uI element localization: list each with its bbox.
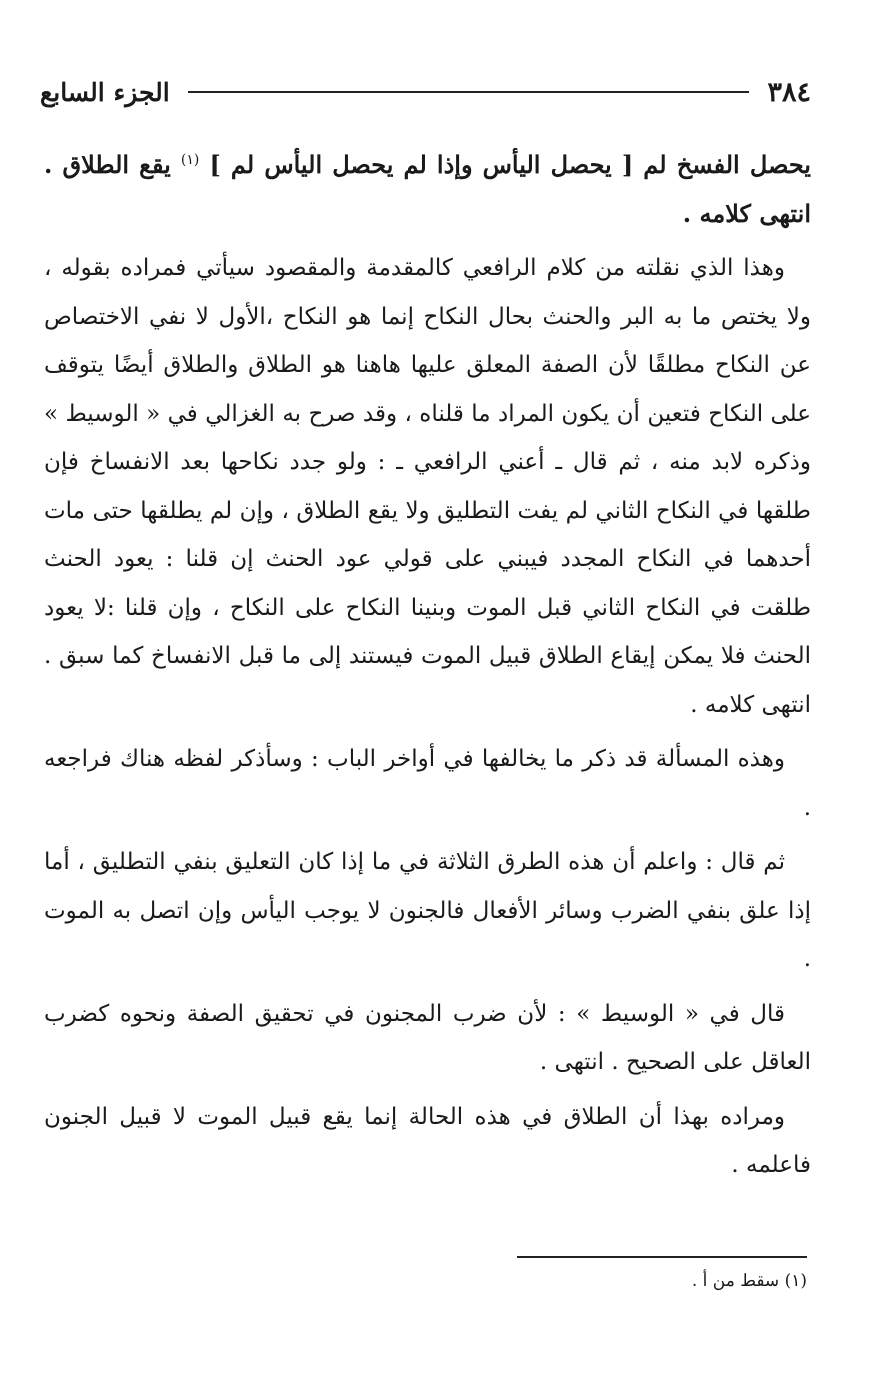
paragraph: وهذه المسألة قد ذكر ما يخالفها في أواخر الباب : وسأذكر لفظه هناك فراجعه .: [44, 746, 811, 821]
paragraph: ثم قال : واعلم أن هذه الطرق الثلاثة في ما إذا كان التعليق بنفي التطليق ، أما إذا علق بنفي الضرب وسائر الأفعال فالجنون لا يوجب اليأس وإن اتصل به الموت .: [44, 849, 811, 972]
paragraph: وهذا الذي نقلته من كلام الرافعي كالمقدمة والمقصود سيأتي فمراده بقوله ، ولا يختص ما به البر والحنث بحال النكاح إنما هو النكاح ،الأول لا نفي الاختصاص عن النكاح مطلقًا لأن الصفة المعلق عليها هاهنا هو الطلاق والطلاق أيضًا يتوقف على النكاح فتعين أن يكون المراد ما قلناه ، وقد صرح به الغزالي في « الوسيط » وذكره لابد منه ، ثم قال ـ أعني الرافعي ـ : ولو جدد نكاحها بعد الانفساخ فإن طلقها في النكاح الثاني لم يفت التطليق ولا يقع الطلاق ، وإن لم يطلقها حتى مات أحدهما في النكاح المجدد فيبني على قولي عود الحنث إن قلنا : يعود الحنث طلقت في النكاح الثاني قبل الموت وبنينا النكاح على النكاح ، وإن قلنا :لا يعود الحنث فلا يمكن إيقاع الطلاق قبيل الموت فيستند إلى ما قبل الانفساخ كما سبق . انتهى كلامه .: [44, 255, 811, 718]
section-title: الجزء السابع: [40, 77, 170, 107]
running-header: [40, 70, 811, 114]
footnote-reference: (١): [180, 152, 200, 168]
body-text: [44, 136, 811, 1196]
page-number: ٣٨٤: [767, 76, 811, 108]
paragraph-text: يحصل الفسخ لم [ يحصل اليأس وإذا لم يحصل اليأس لم ]: [209, 150, 811, 179]
paragraph: ومراده بهذا أن الطلاق في هذه الحالة إنما يقع قبيل الموت لا قبيل الجنون فاعلمه .: [44, 1103, 811, 1178]
paragraph-continuation: [44, 136, 811, 238]
footnote: (١) سقط من أ .: [691, 1271, 807, 1291]
footnote-rule: [517, 1256, 807, 1258]
header-rule: [188, 91, 750, 93]
paragraph: قال في « الوسيط » : لأن ضرب المجنون في تحقيق الصفة ونحوه كضرب العاقل على الصحيح . انتهى .: [44, 1000, 811, 1075]
paragraph-text: يقع الطلاق . انتهى كلامه .: [44, 150, 811, 228]
